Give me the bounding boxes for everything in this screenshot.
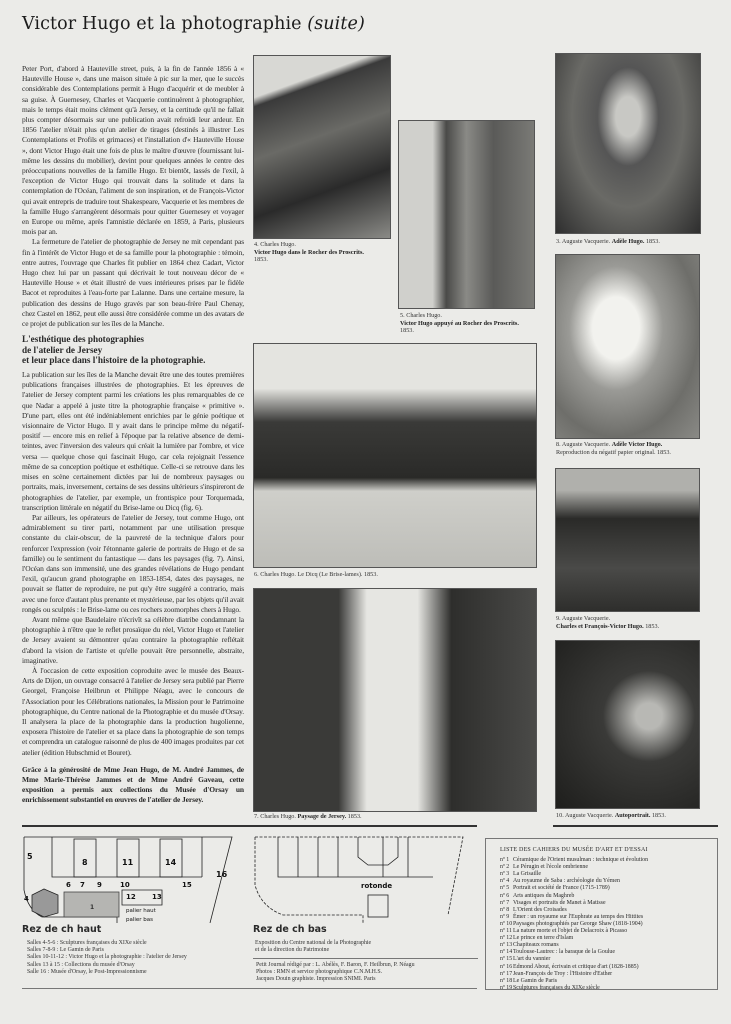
item-number: nº 15 — [500, 956, 513, 963]
item-number: nº 3 — [500, 871, 510, 878]
title-main: Victor Hugo et la photographie — [22, 14, 302, 34]
item-number: nº 11 — [500, 928, 512, 935]
caption-title: Adèle Victor Hugo. — [611, 441, 663, 448]
item-title: Edmond About, écrivain et critique d'art (1828-1885) — [513, 963, 639, 970]
heading-line: L'esthétique des photographies — [22, 334, 145, 345]
room-label: 4 — [24, 895, 29, 903]
caption-fig4 — [254, 241, 404, 264]
caption-date: 1853. — [645, 238, 660, 245]
caption-date: 1853. — [363, 571, 378, 578]
caption-number: 9. Auguste Vacquerie. — [556, 615, 611, 622]
list-item — [500, 921, 717, 928]
room-label: 13 — [152, 893, 162, 901]
item-number: nº 17 — [500, 970, 513, 977]
list-item — [500, 907, 717, 914]
caption-number: 5. Charles Hugo. — [400, 312, 442, 319]
divider — [22, 988, 477, 989]
caption-date: 1853. — [645, 622, 660, 630]
list-item — [500, 964, 717, 971]
note-line: et de la direction du Patrimoine — [255, 947, 330, 954]
list-item — [500, 971, 717, 978]
photo-fig5-hugo-rock — [398, 120, 535, 309]
caption-number: 4. Charles Hugo. — [254, 241, 296, 248]
room-label: 5 — [27, 852, 33, 861]
rotonde-label: rotonde — [361, 882, 393, 890]
item-number: nº 5 — [500, 885, 510, 892]
caption-title: Le Dicq (Le Brise-lames). — [297, 571, 363, 578]
credit-line: Petit Journal rédigé par : L. Abélès, F. Baron, F. Heilbrun, P. Néagu — [256, 962, 415, 968]
caption-date: Reproduction du négatif papier original. 1853. — [556, 448, 671, 456]
caption-title: Paysage de Jersey. — [297, 813, 347, 820]
list-item — [500, 900, 717, 907]
caption-date: 1853. — [254, 256, 268, 264]
plan-lower-note — [255, 940, 475, 954]
list-item — [500, 949, 717, 956]
list-items — [500, 857, 717, 992]
caption-title: Adèle Hugo. — [611, 238, 645, 245]
credit-line: Jacques Douin graphiste. Impression SNIMI. Paris — [256, 976, 376, 983]
paragraph: Par ailleurs, les opérateurs de l'atelier de Jersey, tout comme Hugo, ont admirablement su tirer parti, notamment par une utilisation presque constante du clair-obscur, de la pauvreté de la technique d'alors pour renforcer l'expression (voir l'étonnante galerie de portraits de Hugo et de sa famille) ou le sentiment du fantastique — dans les paysages (fig. 7). Ainsi, l'Océan dans son immensité, une des grandes révélations de Hugo pendant l'exil, qu'aucun grand photographe en 1853-1854, dates des paysages, ne pouvait se flatter de reproduire, ne put qu'y être suggéré a contrario, mais avec une force d'autant plus prenante et mystérieuse, par les objets qu'il avait rongés ou sculptés : le Brise-lame ou ces rochers zoomorphes chers à Hugo. — [22, 512, 244, 614]
caption-number: 8. Auguste Vacquerie. — [556, 441, 611, 448]
caption-date: 1853. — [347, 813, 362, 820]
item-title: La Grisaille — [513, 871, 541, 878]
paragraph: La fermeture de l'atelier de photographie de Jersey ne mit cependant pas fin à l'intérêt de Victor Hugo et de sa famille pour la photographie : témoin, entre autres, l'ouvrage que Charles fit publier en 1864 chez Cadart, Victor Hugo chez lui par un passant qui décrivait le tout nouveau décor de « Hauteville House » et était illustré de vues intérieures prises par le fidèle Bacot et reproduites à l'eau-forte par Lalanne. Dans une certaine mesure, la publication des dessins de Hugo gravés par son beau-frère Paul Chenay, chez Castel en 1862, peut elle aussi être considérée comme un des avatars de ce projet de publication sur les îles de la Manche. — [22, 237, 244, 329]
room-label: 1 — [90, 904, 95, 911]
item-title: Arts antiques du Maghreb — [513, 892, 575, 899]
item-title: Paysages photographiés par George Shaw (1818-1904) — [513, 920, 643, 927]
room-label: 11 — [122, 858, 134, 867]
acknowledgement: Grâce à la générosité de Mme Jean Hugo, de M. André Jammes, de Mme Marie-Thérèse Jammes et de Mme André Gaveau, cette exposition a permis aux collections du Musée d'Orsay un enrichissement substantiel en œuvres de l'atelier de Jersey. — [22, 764, 244, 805]
paragraph: À l'occasion de cette exposition coproduite avec le musée des Beaux-Arts de Dijon, un ouvrage consacré à l'atelier de Jersey sera publié par Pierre Georgel, Françoise Heilbrun et Philippe Néagu, avec le concours de l'Association pour les Célébrations nationales, la Mission pour le Patrimoine photographique, du Centre national de la Photographie et du musée d'Orsay. Il analysera la place de la photographie dans la production hugolienne, exposera l'histoire de l'atelier et sa place dans la photographie de son temps et comprendra un catalogue raisonné de plus de 400 images produites par cet atelier (édition Hubschmid et Bouret). — [22, 665, 244, 757]
heading-line: et leur place dans l'histoire de la photographie. — [22, 355, 206, 366]
photo-fig6-dicq — [253, 343, 537, 568]
divider — [253, 958, 478, 959]
photo-fig9-charles-francois — [555, 468, 700, 612]
caption-fig6 — [254, 571, 534, 579]
heading-line: de l'atelier de Jersey — [22, 344, 103, 355]
list-heading: LISTE DES CAHIERS DU MUSÉE D'ART ET D'ESSAI — [500, 847, 648, 853]
list-item — [500, 914, 717, 921]
caption-number: 10. Auguste Vacquerie. — [556, 812, 614, 819]
divider — [22, 825, 477, 827]
plan-upper-legend — [27, 940, 252, 976]
landing-label: palier haut — [126, 908, 156, 914]
item-title: Au royaume de Saba : archéologie du Yémen — [513, 878, 620, 885]
item-number: nº 16 — [500, 963, 513, 970]
room-label: 14 — [165, 858, 177, 867]
floor-plan-lower — [253, 835, 471, 923]
paragraph: Avant même que Baudelaire n'écrivît sa célèbre diatribe condamnant la photographie à n'être que le reflet prosaïque du réel, Victor Hugo et l'atelier de Jersey avaient su démontrer qu'au contraire la photographie reflétait d'abord la vision de l'artiste et qu'elle pouvait être personnelle, abstraite, imaginative. — [22, 614, 244, 665]
photo-fig10-self-portrait — [555, 640, 700, 809]
item-number: nº 7 — [500, 899, 510, 906]
landing-label: palier bas — [126, 917, 154, 923]
caption-title: Autoportrait. — [614, 812, 651, 819]
photo-fig7-jersey-landscape — [253, 588, 537, 812]
list-item — [500, 885, 717, 892]
list-item — [500, 956, 717, 963]
caption-date: 1853. — [651, 812, 666, 819]
photo-fig4-rock — [253, 55, 391, 239]
room-label: 15 — [182, 881, 192, 889]
list-item — [500, 928, 717, 935]
section-heading — [22, 334, 244, 366]
item-title: Sculptures françaises du XIXe siècle — [513, 984, 600, 991]
item-title: Chapiteaux romans — [513, 942, 559, 949]
caption-title: Victor Hugo appuyé au Rocher des Proscrits. — [400, 319, 519, 327]
caption-title: Charles et François-Victor Hugo. — [556, 622, 644, 630]
list-item — [500, 871, 717, 878]
room-label: 8 — [82, 858, 88, 867]
item-number: nº 9 — [500, 913, 510, 920]
item-number: nº 12 — [500, 935, 513, 942]
item-title: Le prince en terre d'Islam — [513, 935, 574, 942]
list-item — [500, 942, 717, 949]
item-number: nº 2 — [500, 864, 510, 871]
legend-line: Salles 10-11-12 : Victor Hugo et la photographie : l'atelier de Jersey — [27, 954, 187, 961]
caption-fig7 — [254, 813, 534, 821]
floor-plan-upper — [22, 835, 240, 923]
room-label: 16 — [216, 870, 228, 879]
caption-date: 1853. — [400, 327, 414, 335]
item-number: nº 4 — [500, 878, 510, 885]
title-suffix: (suite) — [307, 14, 365, 34]
item-title: L'art du vannier — [513, 956, 551, 963]
item-title: Visages et portraits de Manet à Matisse — [513, 899, 606, 906]
item-number: nº 8 — [500, 906, 510, 913]
note-line: Exposition du Centre national de la Photographie — [255, 940, 372, 946]
cahiers-list — [485, 838, 718, 990]
item-title: La nature morte et l'objet de Delacroix à Picasso — [513, 928, 628, 935]
credits — [256, 962, 481, 984]
item-number: nº 6 — [500, 892, 510, 899]
caption-number: 6. Charles Hugo. — [254, 571, 296, 578]
room-label: 6 — [66, 881, 71, 889]
caption-title: Victor Hugo dans le Rocher des Proscrits. — [254, 248, 364, 256]
caption-number: 3. Auguste Vacquerie. — [556, 238, 611, 245]
room-label: 7 — [80, 881, 85, 889]
caption-number: 7. Charles Hugo. — [254, 813, 296, 820]
caption-fig8 — [556, 441, 726, 456]
item-number: nº 10 — [500, 920, 513, 927]
list-item — [500, 857, 717, 864]
caption-fig5 — [400, 312, 550, 335]
item-title: Céramique de l'Orient musulman : technique et évolution — [513, 857, 649, 864]
paragraph: La publication sur les îles de la Manche devait être une des toutes premières publications françaises illustrées de photographies. Et les épreuves de l'atelier de Jersey comptent parmi les créations les plus remarquables de ce que Nadar a appelé à juste titre la photographie française « primitive ». D'une part, elles ont été indéniablement enrichies par le génie poétique et visionnaire de Victor Hugo. Il y avait dans le principe même du négatif-positif — encore mis en relief à l'époque par la relative absence de demi-teintes, avec l'inversion des valeurs qui créait la lumière par l'ombre, et vice versa — quelque chose qui fascinait Hugo, car cela rejoignait l'essence même de sa conception poétique et esthétique. Celle-ci se retrouve dans les mises en scène certainement dictées par lui de nombreux paysages ou portraits, mais, inversement, certains de ses dessins ultérieurs s'inspireront de photographies de l'atelier, par exemple, un frontispice pour Torquemada, transcription littérale en négatif du Brise-lame ou Dicq (fig. 6). — [22, 370, 244, 512]
item-title: Le Gamin de Paris — [513, 977, 558, 984]
legend-line: Salles 13 à 15 : Collections du musée d'Orsay — [27, 961, 135, 968]
plan-upper-title: Rez de ch haut — [22, 924, 102, 935]
item-title: Toulouse-Lautrec : la baraque de la Goulue — [513, 949, 615, 956]
item-title: Le Pérugin et l'école ombrienne — [513, 864, 588, 871]
caption-fig10 — [556, 812, 726, 820]
photo-fig3-adele — [555, 53, 701, 234]
item-title: Portrait et société de France (1715-1789) — [513, 885, 610, 892]
list-item — [500, 985, 717, 992]
legend-line: Salles 4-5-6 : Sculptures françaises du XIXe siècle — [27, 940, 147, 946]
item-title: L'Orient des Croisades — [513, 906, 567, 913]
item-title: Jean-François de Troy : l'Histoire d'Esther — [513, 970, 613, 977]
list-item — [500, 893, 717, 900]
item-number: nº 19 — [500, 984, 513, 991]
list-item — [500, 978, 717, 985]
photo-fig8-adele-victor — [555, 254, 700, 439]
page-title — [22, 14, 365, 34]
item-number: nº 1 — [500, 857, 510, 864]
room-label: 10 — [120, 881, 130, 889]
room-label: 12 — [126, 893, 136, 901]
legend-line: Salles 7-8-9 : Le Gamin de Paris — [27, 947, 104, 954]
article-text-column — [22, 64, 244, 806]
item-number: nº 14 — [500, 949, 513, 956]
item-number: nº 13 — [500, 942, 513, 949]
caption-fig3 — [556, 238, 726, 246]
credit-line: Photos : RMN et service photographique C.N.M.H.S. — [256, 969, 383, 976]
plan-lower-title: Rez de ch bas — [253, 924, 327, 935]
room-label: 9 — [97, 881, 102, 889]
legend-line: Salle 16 : Musée d'Orsay, le Post-Impressionnisme — [27, 968, 147, 975]
paragraph: Peter Port, d'abord à Hauteville street, puis, à la fin de l'année 1856 à « Hauteville House », dans une maison située à pic sur la mer, que le succès considérable des Contemplations permit à Hugo d'acquérir et de meubler à sa guise. À Guernesey, Charles et Vacquerie continuèrent à photographier, mais le temps était moins clément qu'à Jersey, et la certitude qu'il ne fallait plus compter désormais sur une publication avait refroidi leur ardeur. En 1856 l'atelier n'était plus qu'un atelier de tirages (destinés à illustrer Les Contemplations et Profils et grimaces) et l'installation d'« Hauteville House », dont Victor Hugo était une fois de plus le maître d'œuvre (fournissant lui-même les dessins du mobilier), devint pour quelques années le centre des préoccupations nouvelles de la famille Hugo. Et bientôt, lassés de l'exil, à l'exception de Victor Hugo qui trouvait dans la solitude et dans la contemplation de l'Océan, l'aliment de son inspiration, et de François-Victor qui avait entrepris de traduire tout Shakespeare, Vacquerie et les membres de la famille Hugo s'arrangèrent désormais pour quitter Guernesey et voyager en Europe ou même, après l'amnistie déclarée en 1859, à Paris, plusieurs mois par an. — [22, 64, 244, 237]
list-item — [500, 864, 717, 871]
item-number: nº 18 — [500, 977, 513, 984]
caption-fig9 — [556, 615, 726, 630]
item-title: Émer : un royaume sur l'Euphrate au temps des Hittites — [513, 913, 644, 920]
list-item — [500, 935, 717, 942]
divider — [553, 825, 718, 827]
